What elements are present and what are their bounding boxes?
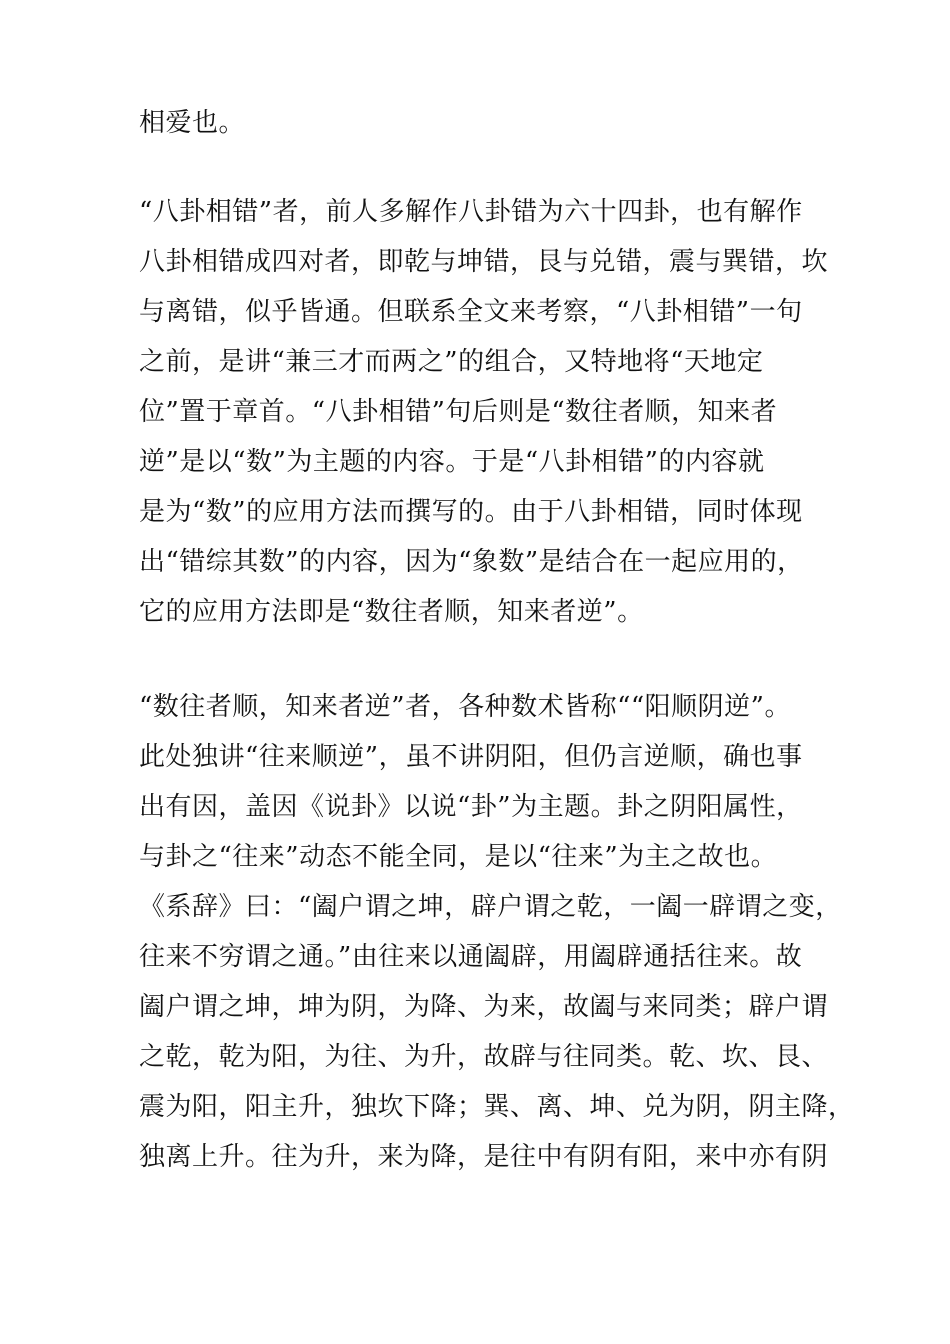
text-line: “八卦相错”者，前人多解作八卦错为六十四卦，也有解作 <box>139 197 803 227</box>
text-line: 独离上升。往为升，来为降，是往中有阴有阳，来中亦有阴 <box>139 1142 829 1172</box>
text-line: 往来不穷谓之通。”由往来以通阖辟，用阖辟通括往来。故 <box>139 942 803 972</box>
text-line: 相爱也。 <box>139 108 246 138</box>
text-line: 与离错，似乎皆通。但联系全文来考察，“八卦相错”一句 <box>139 297 803 327</box>
text-line: 出“错综其数”的内容，因为“象数”是结合在一起应用的， <box>139 547 804 577</box>
text-line: 是为“数”的应用方法而撰写的。由于八卦相错，同时体现 <box>139 497 803 527</box>
text-line: 之前，是讲“兼三才而两之”的组合，又特地将“天地定 <box>139 347 764 377</box>
text-line: 此处独讲“往来顺逆”，虽不讲阴阳，但仍言逆顺，确也事 <box>139 742 803 772</box>
text-line: 之乾，乾为阳，为往、为升，故辟与往同类。乾、坎、艮、 <box>139 1042 829 1072</box>
text-line: “数往者顺，知来者逆”者，各种数术皆称““阳顺阴逆”。 <box>139 692 791 722</box>
text-line: 出有因，盖因《说卦》以说“卦”为主题。卦之阴阳属性， <box>139 792 803 822</box>
text-line: 阖户谓之坤，坤为阴，为降、为来，故阖与来同类；辟户谓 <box>139 992 829 1022</box>
text-line: 《系辞》曰：“阖户谓之坤，辟户谓之乾，一阖一辟谓之变， <box>139 892 842 922</box>
text-line: 位”置于章首。“八卦相错”句后则是“数往者顺，知来者 <box>139 397 778 427</box>
text-line: 震为阳，阳主升，独坎下降；巽、离、坤、兑为阴，阴主降， <box>139 1092 855 1122</box>
text-line: 逆”是以“数”为主题的内容。于是“八卦相错”的内容就 <box>139 447 765 477</box>
text-line: 与卦之“往来”动态不能全同，是以“往来”为主之故也。 <box>139 842 778 872</box>
text-line: 它的应用方法即是“数往者顺，知来者逆”。 <box>139 597 644 627</box>
text-line: 八卦相错成四对者，即乾与坤错，艮与兑错，震与巽错，坎 <box>139 247 829 277</box>
